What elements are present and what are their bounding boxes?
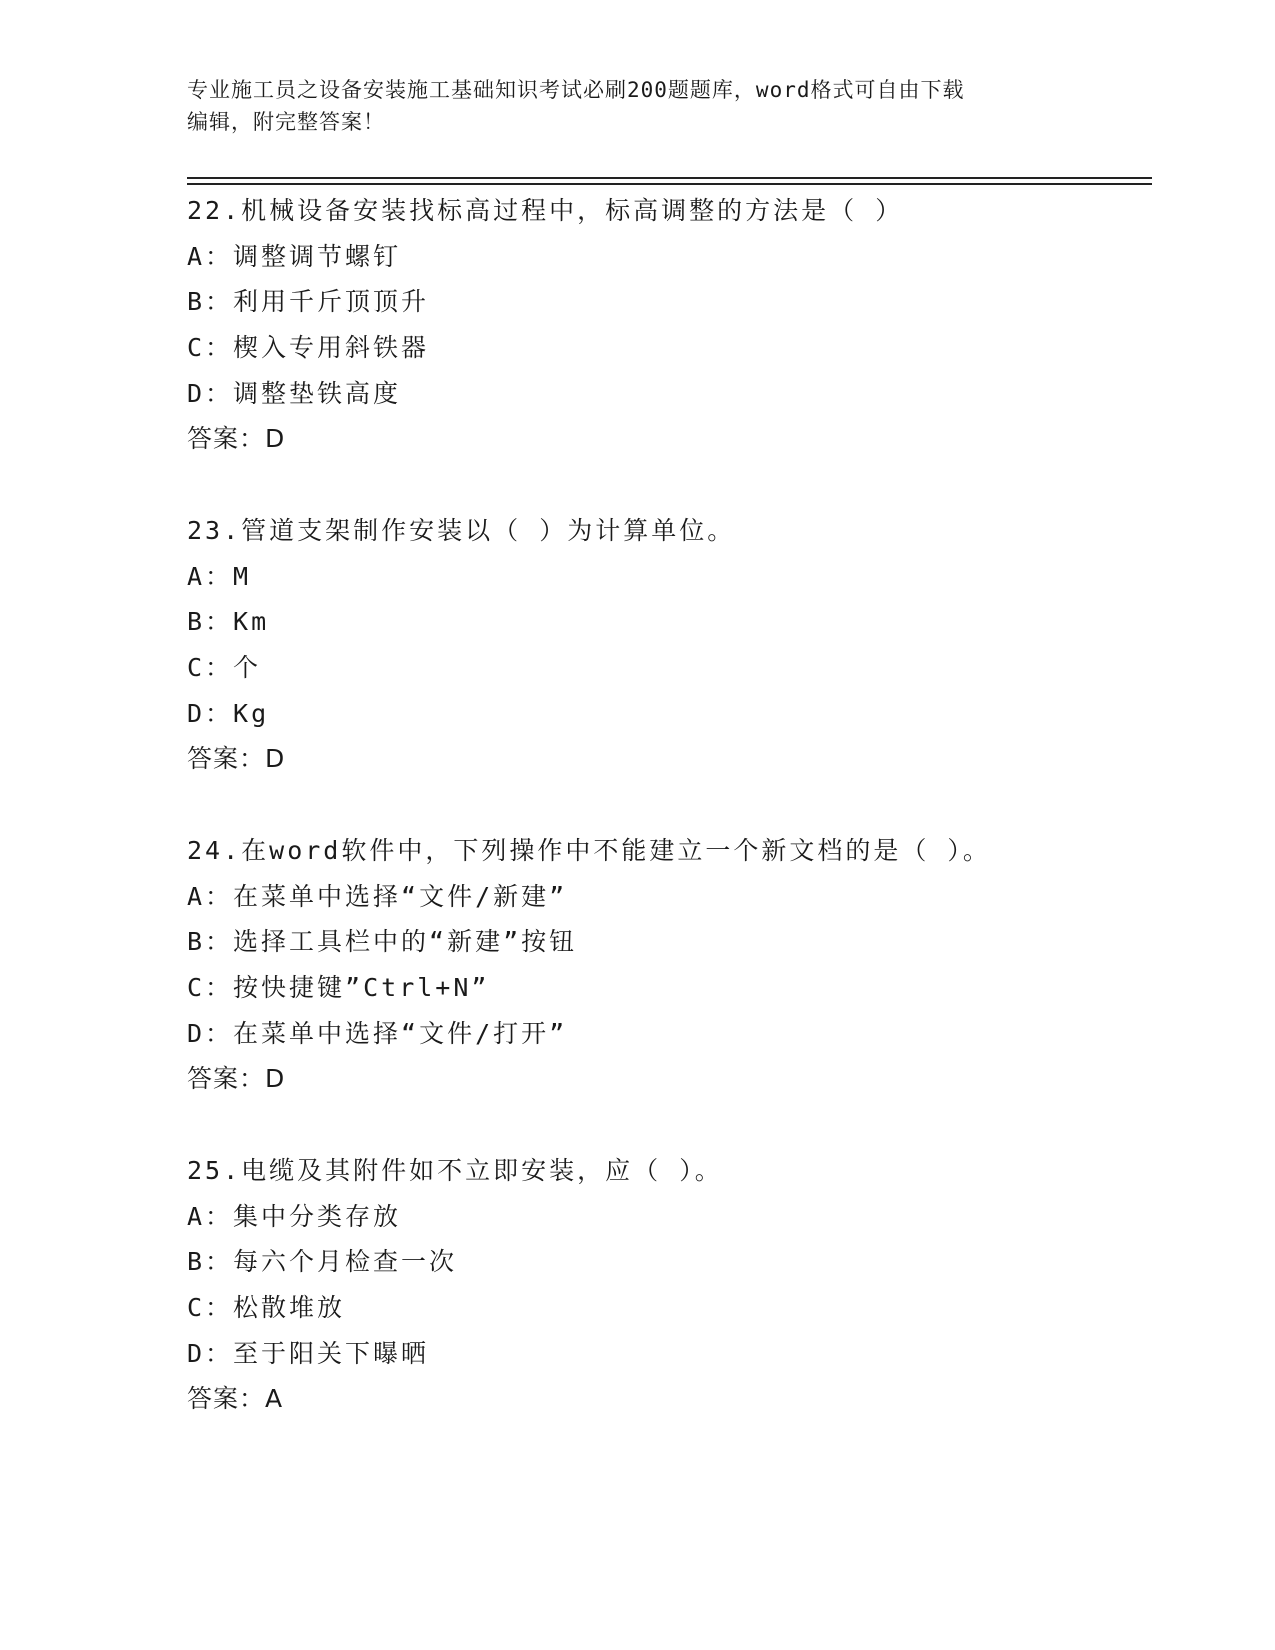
question-23 (187, 508, 1152, 782)
option-b: B：选择工具栏中的“新建”按钮 (187, 927, 578, 957)
answer-value: D (265, 744, 286, 774)
answer-line (187, 1376, 1152, 1422)
answer-value: D (265, 424, 286, 454)
question-stem: 22.机械设备安装找标高过程中，标高调整的方法是（ ） (187, 196, 904, 225)
document-title-line-2: 编辑，附完整答案！ (187, 110, 385, 134)
question-24 (187, 828, 1152, 1102)
document-header (187, 74, 1067, 138)
option-d: D：至于阳关下曝晒 (187, 1338, 430, 1368)
question-25 (187, 1148, 1152, 1422)
option-d: D：在菜单中选择“文件/打开” (187, 1018, 568, 1048)
question-22 (187, 188, 1152, 462)
answer-label: 答案： (187, 1064, 266, 1094)
question-stem: 25.电缆及其附件如不立即安装，应（ ）。 (187, 1156, 723, 1185)
answer-label: 答案： (187, 424, 266, 454)
header-divider-top (187, 177, 1152, 179)
option-a: A：集中分类存放 (187, 1201, 402, 1231)
option-c: C：松散堆放 (187, 1293, 346, 1323)
answer-label: 答案： (187, 744, 266, 774)
option-c: C：按快捷键”Ctrl+N” (187, 973, 490, 1003)
answer-line (187, 736, 1152, 782)
header-divider-bottom (187, 183, 1152, 185)
answer-value: A (265, 1384, 284, 1414)
option-a: A：调整调节螺钉 (187, 241, 402, 271)
option-a: A：在菜单中选择“文件/新建” (187, 881, 568, 911)
option-c: C：个 (187, 653, 262, 683)
option-b: B：Km (187, 607, 270, 637)
answer-label: 答案： (187, 1384, 266, 1414)
answer-line (187, 1056, 1152, 1102)
answer-line (187, 416, 1152, 462)
option-a: A：M (187, 561, 252, 591)
question-stem: 24.在word软件中，下列操作中不能建立一个新文档的是（ ）。 (187, 836, 991, 865)
option-d: D：调整垫铁高度 (187, 378, 402, 408)
question-stem: 23.管道支架制作安装以（ ）为计算单位。 (187, 516, 736, 545)
option-b: B：每六个月检查一次 (187, 1247, 458, 1277)
answer-value: D (265, 1064, 286, 1094)
option-b: B：利用千斤顶顶升 (187, 287, 430, 317)
document-title-line-1: 专业施工员之设备安装施工基础知识考试必刷200题题库，word格式可自由下载 (187, 78, 965, 102)
option-d: D：Kg (187, 698, 270, 728)
option-c: C：楔入专用斜铁器 (187, 333, 430, 363)
